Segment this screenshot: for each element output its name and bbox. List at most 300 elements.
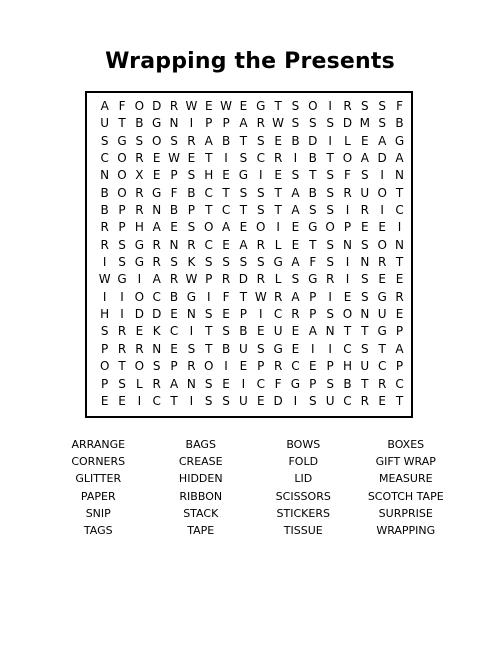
grid-cell[interactable]: O [151,133,162,148]
grid-cell[interactable]: A [152,272,161,287]
grid-cell[interactable]: N [100,168,110,183]
grid-cell[interactable]: A [239,237,248,252]
grid-cell[interactable]: T [118,359,126,374]
grid-cell[interactable]: T [205,324,213,339]
grid-cell[interactable]: N [186,376,196,391]
grid-cell[interactable]: I [120,307,124,322]
grid-cell[interactable]: G [152,116,162,131]
grid-cell[interactable]: O [117,168,127,183]
grid-cell[interactable]: L [274,272,282,287]
grid-cell[interactable]: S [222,324,230,339]
grid-cell[interactable]: D [308,133,318,148]
grid-cell[interactable]: S [361,237,369,252]
grid-cell[interactable]: R [135,151,144,166]
grid-cell[interactable]: S [308,393,317,408]
grid-cell[interactable]: E [291,324,300,339]
grid-cell[interactable]: D [377,151,387,166]
grid-cell[interactable]: R [273,289,283,304]
grid-cell[interactable]: I [328,99,332,113]
grid-cell[interactable]: U [360,185,370,200]
grid-cell[interactable]: S [326,237,334,252]
grid-cell[interactable]: O [377,185,387,200]
grid-cell[interactable]: S [187,220,196,235]
grid-cell[interactable]: S [256,185,265,200]
grid-cell[interactable]: P [118,203,126,218]
grid-cell[interactable]: F [344,168,351,183]
grid-cell[interactable]: O [256,220,266,235]
grid-cell[interactable]: C [152,393,161,408]
grid-cell[interactable]: E [274,168,282,183]
grid-cell[interactable]: B [308,151,317,166]
grid-cell[interactable]: E [152,151,161,166]
grid-cell[interactable]: I [380,168,384,183]
grid-cell[interactable]: S [204,393,213,408]
grid-cell[interactable]: G [308,272,318,287]
grid-cell[interactable]: S [135,133,144,148]
grid-cell[interactable]: R [152,376,161,391]
grid-cell[interactable]: U [360,359,370,374]
grid-cell[interactable]: A [395,151,404,166]
grid-cell[interactable]: S [291,99,300,113]
grid-cell[interactable]: E [204,99,213,113]
grid-cell[interactable]: D [273,393,283,408]
grid-cell[interactable]: B [308,185,317,200]
grid-cell[interactable]: D [152,99,162,113]
grid-cell[interactable]: U [239,393,248,408]
grid-cell[interactable]: A [291,185,300,200]
grid-cell[interactable]: R [187,237,196,252]
grid-cell[interactable]: E [395,307,404,322]
grid-cell[interactable]: T [361,376,369,391]
grid-cell[interactable]: F [170,185,178,200]
grid-cell[interactable]: T [118,116,126,131]
grid-cell[interactable]: T [309,237,317,252]
grid-cell[interactable]: I [258,168,263,183]
grid-cell[interactable]: A [152,220,161,235]
grid-cell[interactable]: A [308,324,317,339]
grid-cell[interactable]: R [343,99,352,113]
grid-cell[interactable]: S [100,324,109,339]
grid-cell[interactable]: N [395,237,404,252]
grid-cell[interactable]: S [361,289,369,304]
grid-cell[interactable]: I [258,307,263,322]
grid-cell[interactable]: R [152,255,161,270]
grid-cell[interactable]: E [222,307,230,322]
grid-cell[interactable]: R [187,133,196,148]
grid-cell[interactable]: U [100,116,110,131]
grid-cell[interactable]: K [187,255,196,270]
grid-cell[interactable]: P [309,289,317,304]
grid-cell[interactable]: E [170,307,178,322]
grid-cell[interactable]: C [221,203,231,218]
grid-cell[interactable]: P [395,324,404,339]
grid-cell[interactable]: S [118,237,126,252]
grid-cell[interactable]: B [291,133,300,148]
grid-cell[interactable]: T [170,393,178,408]
grid-cell[interactable]: G [256,99,266,113]
grid-cell[interactable]: P [309,376,317,391]
grid-cell[interactable]: T [239,289,248,304]
grid-cell[interactable]: B [169,203,179,218]
grid-cell[interactable]: S [308,203,317,218]
grid-cell[interactable]: C [152,289,161,304]
grid-cell[interactable]: O [342,151,353,166]
grid-cell[interactable]: R [378,255,387,270]
grid-cell[interactable]: R [152,237,161,252]
grid-cell[interactable]: E [361,220,369,235]
grid-cell[interactable]: O [325,220,335,235]
grid-cell[interactable]: R [256,116,265,131]
grid-cell[interactable]: E [239,99,248,113]
grid-cell[interactable]: P [101,376,109,391]
grid-cell[interactable]: W [98,272,111,287]
grid-cell[interactable]: S [256,133,265,148]
grid-cell[interactable]: G [290,376,301,391]
grid-cell[interactable]: S [291,272,300,287]
grid-cell[interactable]: R [100,220,109,235]
grid-cell[interactable]: S [378,99,386,113]
grid-cell[interactable]: G [377,289,387,304]
grid-cell[interactable]: H [134,220,144,235]
grid-cell[interactable]: E [395,272,404,287]
grid-cell[interactable]: I [328,133,332,148]
grid-cell[interactable]: E [378,220,386,235]
grid-cell[interactable]: E [239,359,248,374]
grid-cell[interactable]: S [152,359,161,374]
grid-cell[interactable]: T [309,168,317,183]
grid-cell[interactable]: U [273,324,283,339]
grid-cell[interactable]: S [326,255,334,270]
grid-cell[interactable]: B [239,324,248,339]
grid-cell[interactable]: C [377,359,387,374]
grid-cell[interactable]: R [360,203,369,218]
grid-cell[interactable]: A [395,341,404,356]
grid-cell[interactable]: O [117,151,127,166]
grid-cell[interactable]: T [239,203,248,218]
grid-cell[interactable]: R [256,237,265,252]
grid-cell[interactable]: C [256,151,265,166]
grid-cell[interactable]: P [222,116,230,131]
grid-cell[interactable]: O [308,99,318,113]
grid-cell[interactable]: C [343,341,352,356]
grid-cell[interactable]: I [328,289,332,304]
grid-cell[interactable]: T [326,151,334,166]
grid-cell[interactable]: D [152,307,162,322]
grid-cell[interactable]: S [239,255,248,270]
grid-cell[interactable]: E [187,151,196,166]
grid-cell[interactable]: P [309,307,317,322]
grid-cell[interactable]: S [239,151,248,166]
grid-cell[interactable]: O [99,359,110,374]
grid-cell[interactable]: T [395,393,404,408]
grid-cell[interactable]: K [152,324,161,339]
grid-cell[interactable]: E [118,393,126,408]
grid-cell[interactable]: R [360,393,369,408]
grid-cell[interactable]: I [345,203,350,218]
grid-cell[interactable]: B [221,341,231,356]
grid-cell[interactable]: R [169,272,179,287]
grid-cell[interactable]: S [361,272,369,287]
grid-cell[interactable]: F [309,255,317,270]
grid-cell[interactable]: N [342,237,352,252]
grid-cell[interactable]: H [204,168,214,183]
grid-cell[interactable]: S [326,116,334,131]
grid-cell[interactable]: C [100,151,109,166]
grid-cell[interactable]: T [274,99,282,113]
grid-cell[interactable]: R [378,376,387,391]
grid-cell[interactable]: T [395,255,404,270]
grid-cell[interactable]: R [273,359,283,374]
grid-cell[interactable]: D [134,307,144,322]
grid-cell[interactable]: G [377,324,387,339]
grid-cell[interactable]: I [137,393,142,408]
grid-cell[interactable]: E [239,220,248,235]
grid-cell[interactable]: G [186,289,197,304]
grid-cell[interactable]: F [274,376,282,391]
grid-cell[interactable]: A [100,99,109,113]
grid-cell[interactable]: C [273,307,283,322]
grid-cell[interactable]: S [361,168,369,183]
grid-cell[interactable]: S [222,255,230,270]
grid-cell[interactable]: I [345,272,350,287]
grid-cell[interactable]: N [152,203,162,218]
grid-cell[interactable]: E [256,324,265,339]
grid-cell[interactable]: R [187,359,196,374]
grid-cell[interactable]: H [342,359,352,374]
grid-cell[interactable]: T [274,203,282,218]
grid-cell[interactable]: P [343,220,352,235]
grid-cell[interactable]: A [291,289,300,304]
grid-cell[interactable]: E [256,393,265,408]
grid-cell[interactable]: A [360,151,369,166]
grid-cell[interactable]: G [394,133,405,148]
grid-cell[interactable]: R [135,341,144,356]
grid-cell[interactable]: T [274,185,282,200]
grid-cell[interactable]: S [204,376,213,391]
grid-cell[interactable]: D [342,116,353,131]
grid-cell[interactable]: W [185,99,198,113]
grid-cell[interactable]: I [380,203,384,218]
grid-cell[interactable]: N [169,116,179,131]
grid-cell[interactable]: N [169,237,179,252]
grid-cell[interactable]: B [395,116,404,131]
grid-cell[interactable]: I [397,220,402,235]
grid-cell[interactable]: C [395,203,404,218]
grid-cell[interactable]: E [222,168,230,183]
grid-cell[interactable]: S [378,116,386,131]
grid-cell[interactable]: E [361,133,369,148]
grid-cell[interactable]: L [136,376,143,391]
grid-cell[interactable]: T [343,324,352,339]
grid-cell[interactable]: C [291,359,300,374]
grid-cell[interactable]: S [100,133,109,148]
grid-cell[interactable]: R [395,289,404,304]
grid-cell[interactable]: I [102,289,107,304]
grid-cell[interactable]: B [343,376,352,391]
grid-cell[interactable]: S [291,116,300,131]
grid-cell[interactable]: T [239,133,248,148]
grid-cell[interactable]: N [360,307,370,322]
grid-cell[interactable]: S [361,341,369,356]
grid-cell[interactable]: W [220,99,233,113]
grid-cell[interactable]: I [137,272,142,287]
grid-cell[interactable]: T [205,203,213,218]
grid-cell[interactable]: A [221,220,231,235]
grid-cell[interactable]: P [118,220,126,235]
grid-cell[interactable]: W [185,272,198,287]
grid-cell[interactable]: L [274,237,282,252]
grid-cell[interactable]: G [117,272,127,287]
grid-cell[interactable]: D [238,272,249,287]
grid-cell[interactable]: I [189,324,194,339]
grid-cell[interactable]: G [273,255,283,270]
grid-cell[interactable]: E [152,168,161,183]
grid-cell[interactable]: C [256,376,265,391]
grid-cell[interactable]: B [221,133,231,148]
grid-cell[interactable]: B [135,116,144,131]
grid-cell[interactable]: S [256,341,265,356]
grid-cell[interactable]: I [276,220,280,235]
grid-cell[interactable]: O [117,185,127,200]
grid-cell[interactable]: E [274,133,282,148]
grid-cell[interactable]: I [293,151,298,166]
grid-cell[interactable]: S [326,307,334,322]
grid-cell[interactable]: S [170,133,178,148]
grid-cell[interactable]: G [238,168,249,183]
grid-cell[interactable]: M [359,116,370,131]
grid-cell[interactable]: R [256,272,265,287]
grid-cell[interactable]: R [169,99,179,113]
grid-cell[interactable]: I [311,341,315,356]
grid-cell[interactable]: B [100,203,109,218]
grid-cell[interactable]: T [205,341,213,356]
grid-cell[interactable]: S [291,168,300,183]
grid-cell[interactable]: S [326,203,334,218]
grid-cell[interactable]: U [325,393,335,408]
grid-cell[interactable]: F [118,99,126,113]
grid-cell[interactable]: S [170,255,178,270]
grid-cell[interactable]: W [168,151,180,166]
grid-cell[interactable]: O [134,99,145,113]
grid-cell[interactable]: S [256,255,265,270]
grid-cell[interactable]: I [224,151,228,166]
grid-cell[interactable]: G [152,185,162,200]
grid-cell[interactable]: A [378,133,387,148]
grid-cell[interactable]: P [101,341,109,356]
grid-cell[interactable]: S [187,341,196,356]
grid-cell[interactable]: W [272,116,285,131]
grid-cell[interactable]: B [100,185,109,200]
grid-cell[interactable]: O [204,220,214,235]
grid-cell[interactable]: T [222,185,230,200]
grid-cell[interactable]: N [360,255,370,270]
grid-cell[interactable]: P [170,359,178,374]
grid-cell[interactable]: P [395,359,404,374]
grid-cell[interactable]: S [326,185,334,200]
grid-cell[interactable]: I [241,376,246,391]
grid-cell[interactable]: S [187,168,196,183]
grid-cell[interactable]: T [361,324,369,339]
grid-cell[interactable]: A [169,376,179,391]
grid-cell[interactable]: E [291,237,300,252]
grid-cell[interactable]: E [343,289,352,304]
grid-cell[interactable]: I [224,359,228,374]
grid-cell[interactable]: N [325,324,335,339]
grid-cell[interactable]: C [204,185,213,200]
grid-cell[interactable]: G [117,133,127,148]
grid-cell[interactable]: N [186,307,196,322]
grid-cell[interactable]: E [170,341,178,356]
grid-cell[interactable]: S [204,307,213,322]
grid-cell[interactable]: S [118,255,126,270]
grid-cell[interactable]: C [343,393,352,408]
grid-cell[interactable]: R [135,185,144,200]
grid-cell[interactable]: P [205,116,213,131]
grid-cell[interactable]: S [239,185,248,200]
grid-cell[interactable]: C [169,324,179,339]
grid-cell[interactable]: P [187,203,196,218]
grid-cell[interactable]: E [222,237,230,252]
grid-cell[interactable]: R [291,307,300,322]
grid-cell[interactable]: C [204,237,213,252]
grid-cell[interactable]: S [361,99,369,113]
grid-cell[interactable]: N [395,168,404,183]
grid-cell[interactable]: E [170,220,178,235]
grid-cell[interactable]: P [205,272,213,287]
grid-cell[interactable]: B [169,289,179,304]
grid-cell[interactable]: I [120,289,124,304]
grid-cell[interactable]: L [344,133,351,148]
grid-cell[interactable]: I [206,289,211,304]
grid-cell[interactable]: P [326,359,334,374]
grid-cell[interactable]: E [309,359,317,374]
grid-cell[interactable]: P [239,307,248,322]
grid-cell[interactable]: I [102,255,107,270]
grid-cell[interactable]: N [152,341,162,356]
grid-cell[interactable]: E [100,393,109,408]
grid-cell[interactable]: G [308,220,318,235]
grid-cell[interactable]: G [134,255,145,270]
grid-cell[interactable]: R [221,272,231,287]
grid-cell[interactable]: G [134,237,145,252]
grid-cell[interactable]: S [204,255,213,270]
grid-cell[interactable]: S [308,116,317,131]
grid-cell[interactable]: F [396,99,403,113]
grid-cell[interactable]: E [378,272,386,287]
grid-cell[interactable]: O [134,289,145,304]
grid-cell[interactable]: R [100,237,109,252]
grid-cell[interactable]: X [135,168,144,183]
grid-cell[interactable]: T [378,341,386,356]
grid-cell[interactable]: O [342,307,353,322]
grid-cell[interactable]: I [345,255,350,270]
grid-cell[interactable]: P [257,359,265,374]
grid-cell[interactable]: S [222,393,230,408]
grid-cell[interactable]: R [343,185,352,200]
grid-cell[interactable]: F [222,289,230,304]
grid-cell[interactable]: H [100,307,110,322]
grid-cell[interactable]: O [204,359,214,374]
grid-cell[interactable]: I [293,393,298,408]
grid-cell[interactable]: T [395,185,404,200]
grid-cell[interactable]: S [326,376,334,391]
grid-cell[interactable]: I [189,393,194,408]
grid-cell[interactable]: I [328,341,332,356]
grid-cell[interactable]: S [118,376,126,391]
grid-cell[interactable]: I [189,116,194,131]
grid-cell[interactable]: B [187,185,196,200]
grid-cell[interactable]: P [170,168,178,183]
